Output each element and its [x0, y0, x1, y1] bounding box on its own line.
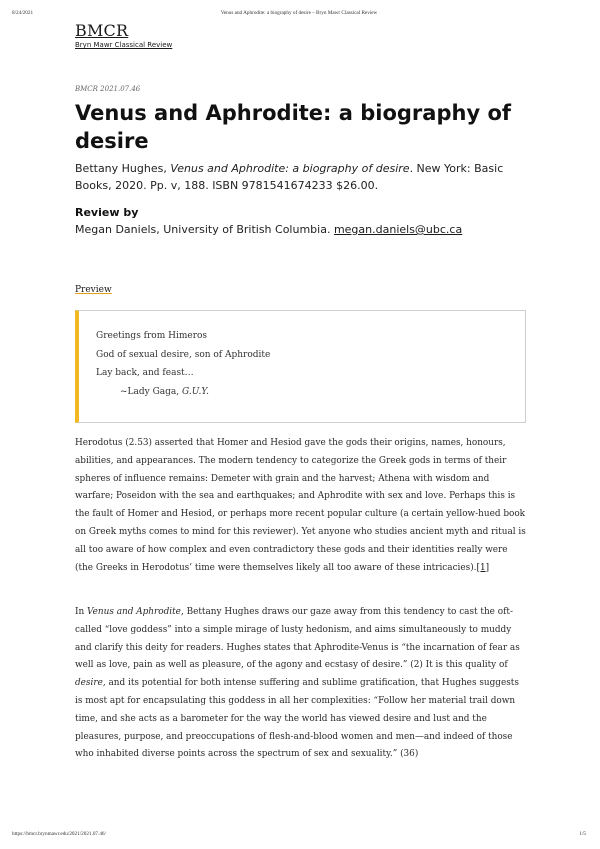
- body-paragraph-2: [75, 604, 528, 764]
- reviewer-email-link[interactable]: megan.daniels@ubc.ca: [333, 223, 463, 236]
- review-by-label: Review by: [75, 206, 139, 219]
- footnote-link-1[interactable]: [1]: [476, 562, 490, 573]
- paragraph-2-intro: In: [75, 607, 88, 617]
- epigraph-attribution-author: ~Lady Gaga,: [120, 386, 180, 397]
- paragraph-2-emphasis: desire: [75, 678, 103, 689]
- epigraph-line: Greetings from Himeros: [96, 331, 208, 341]
- print-page-number: 1/5: [579, 831, 586, 837]
- epigraph-attribution: [96, 383, 525, 402]
- citation-publication: . New York: Basic Books, 2020. Pp. v, 188. ISBN 9781541674233 $26.00.: [75, 162, 504, 192]
- epigraph-line: Lay back, and feast…: [96, 368, 194, 378]
- print-url: https://bmcr.brynmawr.edu/2021/2021.07.46/: [12, 831, 106, 837]
- site-subtitle-link[interactable]: Bryn Mawr Classical Review: [75, 41, 173, 49]
- print-header: [12, 10, 586, 16]
- preview-link[interactable]: Preview: [75, 285, 112, 295]
- site-logo-link[interactable]: BMCR: [75, 21, 129, 40]
- paragraph-2-part1: , Bettany Hughes draws our gaze away from this tendency to cast the oft-called “love goddess” into a simple mirage of lusty hedonism, and aims simultaneously to muddy and clarify this deity for readers. Hughes states that Aphrodite-Venus is “the incarnation of fear as well as love, pain as well as pleasure, of the agony and ecstasy of desire.” (2) It is this quality of: [75, 607, 520, 671]
- reviewer-line: [75, 223, 527, 236]
- citation-author: Bettany Hughes,: [75, 162, 167, 175]
- epigraph-quote: [75, 310, 526, 423]
- paragraph-1-text: Herodotus (2.53) asserted that Homer and Hesiod gave the gods their origins, names, honours, abilities, and appearances. The modern tendency to categorize the Greek gods in terms of their spheres of influence remains: Demeter with grain and the harvest; Athena with wisdom and warfare; Poseidon with the sea and earthquakes; and Aphrodite with sex and love. Perhaps this is the fault of Homer and Hesiod, or perhaps more recent popular culture (a certain yellow-hued book on Greek myths comes to mind for this reviewer). Yet anyone who studies ancient myth and ritual is all too aware of how complex and even contradictory these gods and their identities really were (the Greeks in Herodotus’ time were themselves likely all too aware of these intricacies).: [75, 438, 526, 573]
- reviewer-name: Megan Daniels, University of British Columbia.: [75, 223, 331, 236]
- page-title: Venus and Aphrodite: a biography of desire: [75, 101, 512, 153]
- print-page-title: Venus and Aphrodite: a biography of desire – Bryn Mawr Classical Review: [220, 10, 378, 16]
- site-brand: [75, 21, 172, 49]
- epigraph-line: God of sexual desire, son of Aphrodite: [96, 349, 271, 360]
- epigraph-attribution-work: G.U.Y.: [182, 386, 210, 397]
- article-id: BMCR 2021.07.46: [75, 85, 141, 93]
- book-citation: [75, 160, 527, 194]
- print-footer: [12, 831, 586, 837]
- body-paragraph-1: [75, 435, 528, 577]
- print-date: 8/24/2021: [12, 10, 34, 16]
- paragraph-2-part2: , and its potential for both intense suffering and sublime gratification, that Hughes suggests is most apt for encapsulating this goddess in all her complexities: “Follow her material trail down time, and she acts as a barometer for the way the world has viewed desire and lust and the pleasures, purpose, and preoccupations of flesh-and-blood women and men—and indeed of those who inhabited diverse points across the spectrum of sex and sexuality.” (36): [75, 678, 519, 760]
- citation-book-title: Venus and Aphrodite: a biography of desire: [170, 162, 410, 175]
- paragraph-2-book-title: Venus and Aphrodite: [87, 607, 181, 617]
